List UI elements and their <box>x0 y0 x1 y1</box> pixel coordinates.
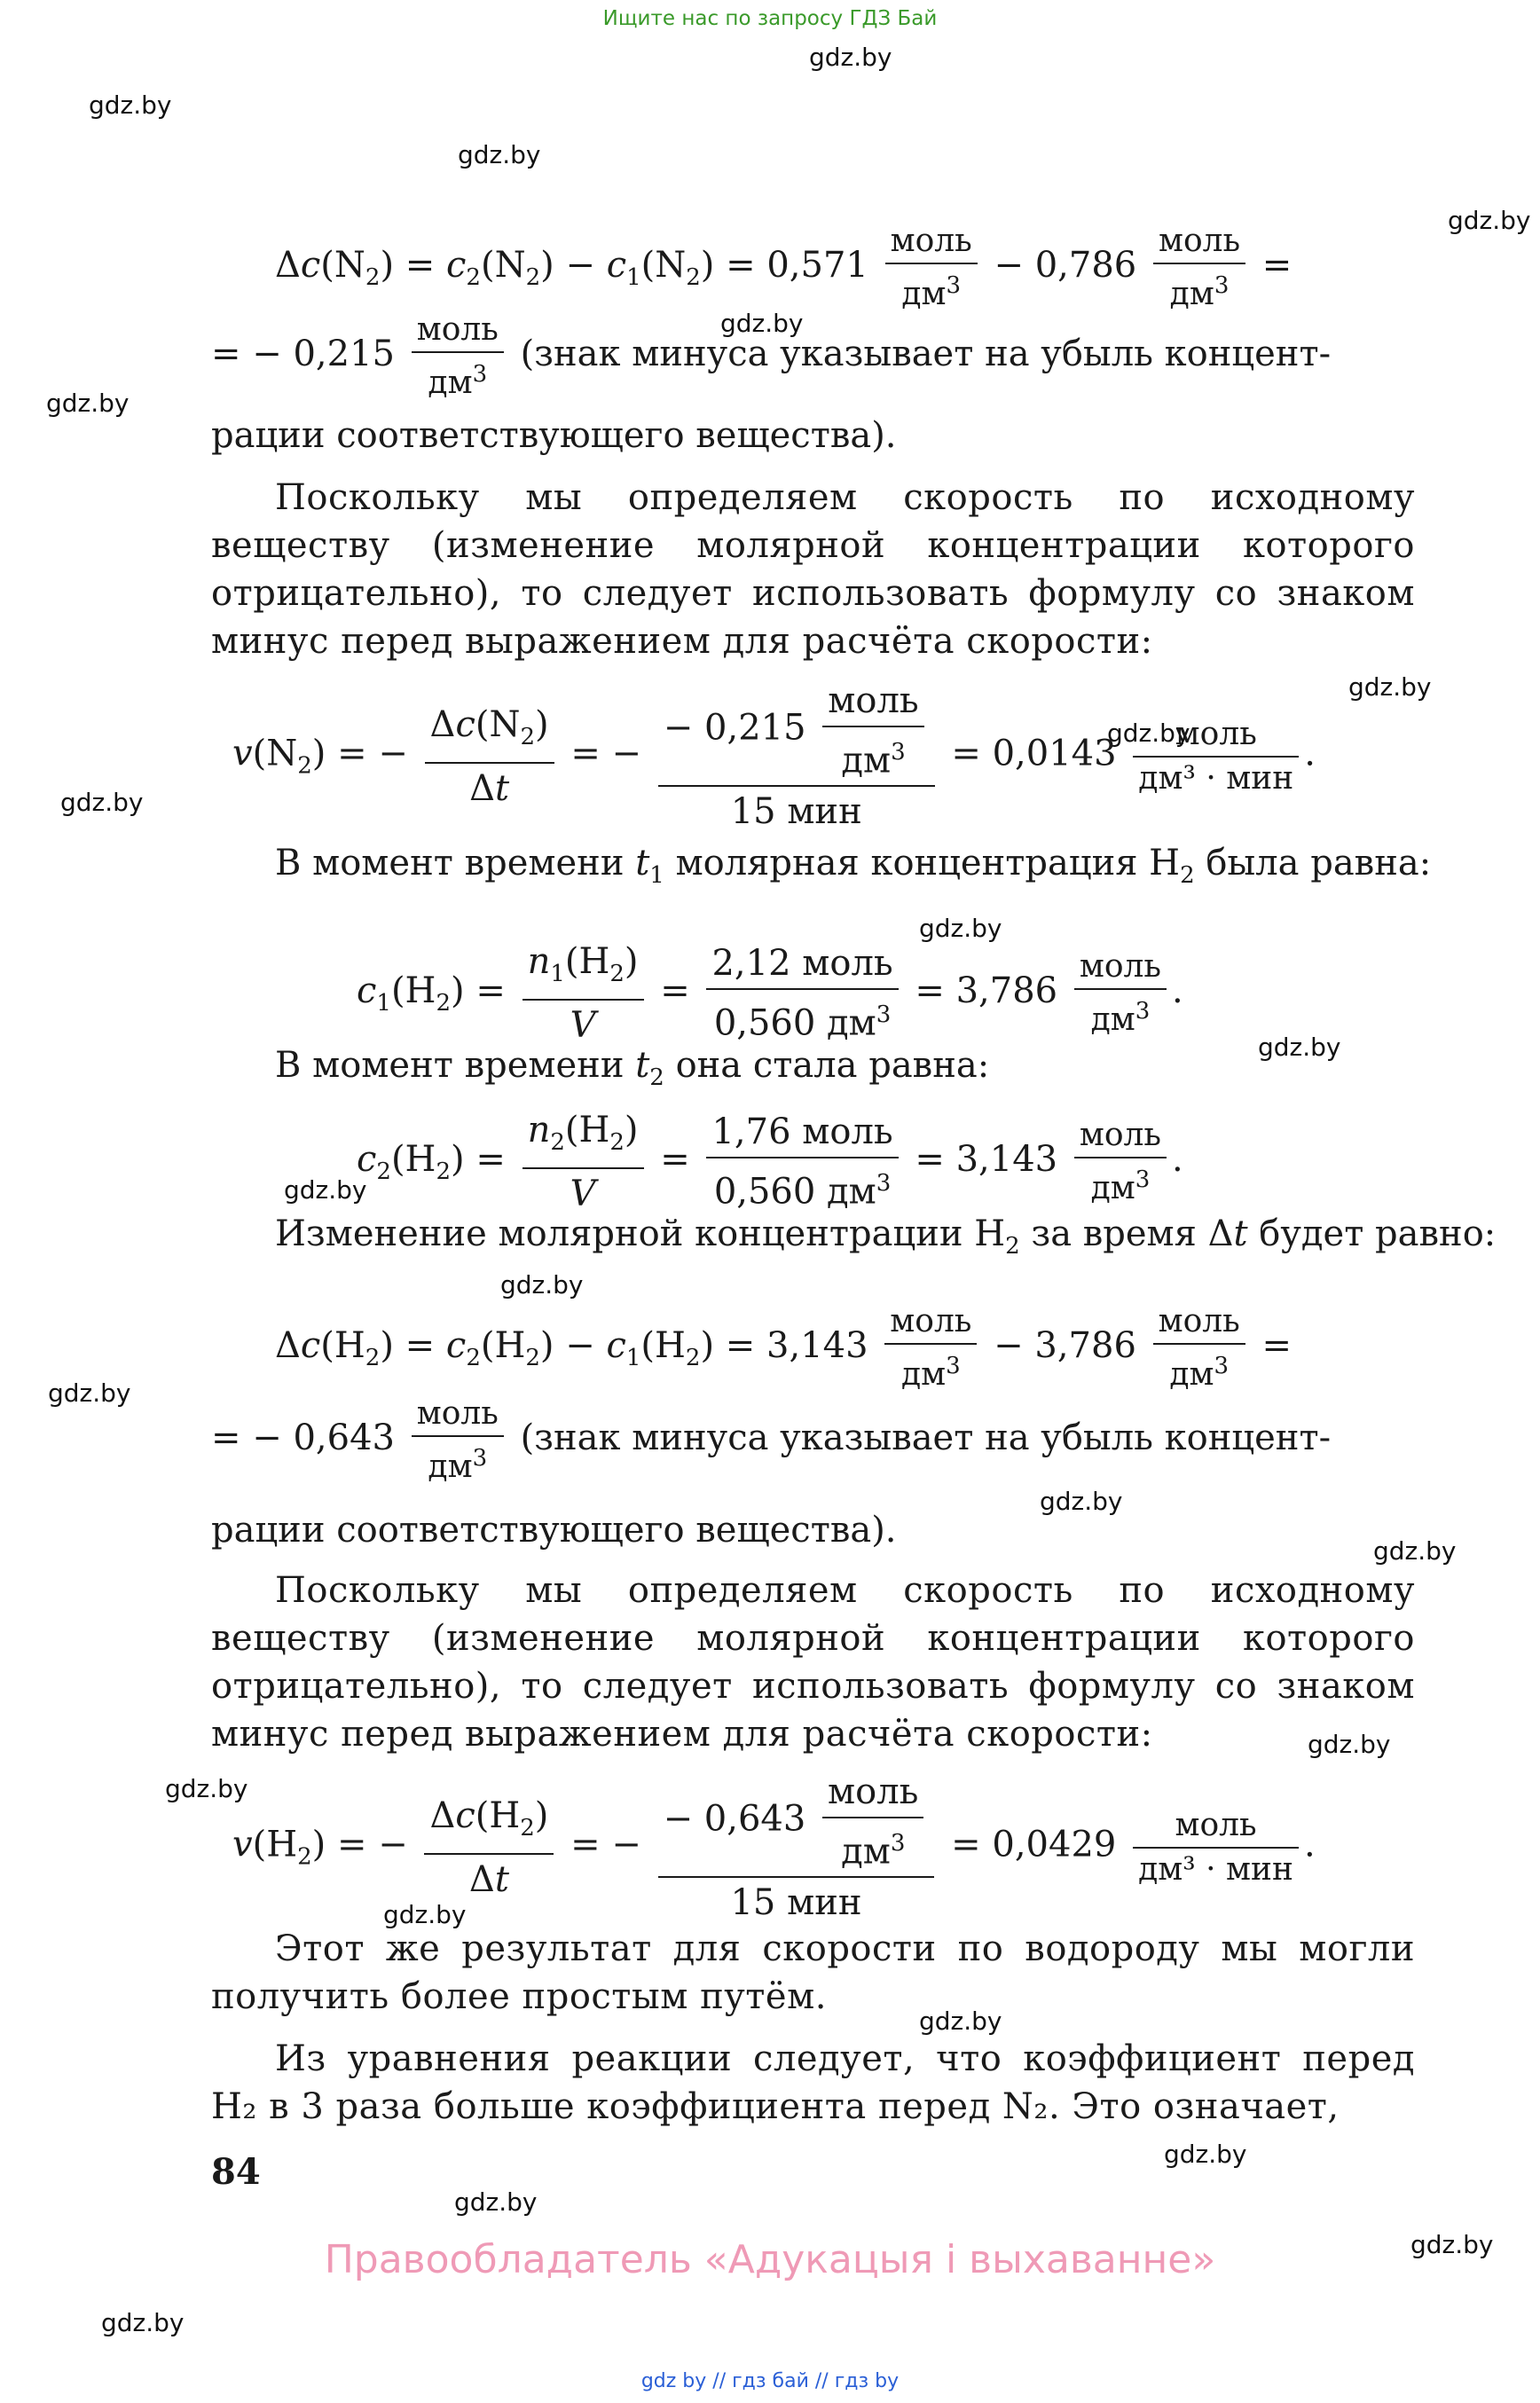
watermark: gdz.by <box>1258 1033 1341 1062</box>
watermark: gdz.by <box>284 1175 367 1205</box>
text-line: рации соответствующего вещества). <box>211 1510 897 1551</box>
watermark: gdz.by <box>46 389 130 418</box>
watermark: gdz.by <box>1308 1730 1391 1759</box>
watermark: gdz.by <box>720 309 804 338</box>
watermark: gdz.by <box>89 90 172 120</box>
paragraph: Поскольку мы определяем скорость по исходному веществу (изменение молярной концентрации которого отрицательно), то следует использовать формулу со знаком минус перед выражением для расчёта скорости: <box>211 477 1415 662</box>
watermark: gdz.by <box>919 914 1002 943</box>
watermark: gdz.by <box>458 140 541 169</box>
equation-delta-c-n2: $\Delta c(N_2) = c_2(N_2) - c_1(N_2) = 0,571$ $\frac{\text{моль}}{дм^3}$ − 0,786 $\frac{\text{моль}}{дм^3}$ = <box>275 223 1292 312</box>
watermark: gdz.by <box>48 1378 131 1408</box>
watermark: gdz.by <box>500 1270 584 1300</box>
watermark: gdz.by <box>1348 672 1432 702</box>
watermark: gdz.by <box>919 2006 1002 2036</box>
page-number: 84 <box>211 2151 261 2193</box>
equation-delta-c-h2: $\Delta c(H_2) = c_2(H_2) - c_1(H_2) = 3,143$ $\frac{\text{моль}}{дм^3}$ − 3,786 $\frac{\text{моль}}{дм^3}$ = <box>275 1303 1292 1393</box>
watermark: gdz.by <box>60 788 144 817</box>
copyright-notice: Правообладатель «Адукацыя і выхаванне» <box>324 2237 1216 2282</box>
watermark: gdz.by <box>454 2187 538 2217</box>
equation-rate-h2: $v(H_2)$ = − $\frac{\Delta c(H_2)}{\Delta t}$ = − − 0,643 $\frac{\text{моль}}{дм^3}$ 15 мин = 0,0429 $\frac{\text{моль}}{\text{дм³ · мин}}$ . <box>232 1771 1316 1924</box>
paragraph: Этот же результат для скорости по водороду мы могли получить более простым путём. <box>211 1928 1415 2017</box>
text-line: рации соответствующего вещества). <box>211 415 897 456</box>
paragraph: Из уравнения реакции следует, что коэффициент перед H₂ в 3 раза больше коэффициента перед N₂. Это означает, <box>211 2038 1415 2127</box>
text-line: В момент времени $t_1$ молярная концентрация $H_2$ была равна: <box>275 843 1432 889</box>
watermark: gdz.by <box>1373 1536 1457 1566</box>
paragraph: Поскольку мы определяем скорость по исходному веществу (изменение молярной концентрации которого отрицательно), то следует использовать формулу со знаком минус перед выражением для расчёта скорости: <box>211 1570 1415 1755</box>
equation-delta-c-n2-result: = − 0,215 $\frac{\text{моль}}{дм^3}$ (знак минуса указывает на убыль концент- <box>211 311 1332 401</box>
top-banner[interactable]: Ищите нас по запросу ГДЗ Бай <box>602 7 938 30</box>
text-line: Изменение молярной концентрации $H_2$ за время Δt будет равно: <box>275 1213 1497 1260</box>
watermark: gdz.by <box>1107 719 1190 748</box>
equation-delta-c-h2-result: = − 0,643 $\frac{\text{моль}}{дм^3}$ (знак минуса указывает на убыль концент- <box>211 1395 1332 1485</box>
footer-links[interactable]: gdz by // гдз бай // гдз by <box>640 2370 900 2392</box>
equation-c1-h2: $c_1(H_2)$ = $\frac{n_1(H_2)}{V}$ = $\frac{\text{2,12 моль}}{0,560 дм^3}$ = 3,786 $\frac{\text{моль}}{дм^3}$ . <box>357 941 1183 1046</box>
watermark: gdz.by <box>1040 1487 1123 1516</box>
watermark: gdz.by <box>1164 2140 1247 2169</box>
equation-c2-h2: $c_2(H_2)$ = $\frac{n_2(H_2)}{V}$ = $\frac{\text{1,76 моль}}{0,560 дм^3}$ = 3,143 $\frac{\text{моль}}{дм^3}$ . <box>357 1110 1183 1214</box>
watermark: gdz.by <box>101 2308 185 2337</box>
equation-rate-n2: $v(N_2)$ = − $\frac{\Delta c(N_2)}{\Delta t}$ = − − 0,215 $\frac{\text{моль}}{дм^3}$ 15 мин = 0,0143 $\frac{\text{моль}}{\text{дм³ · мин}}$ . <box>232 680 1316 833</box>
text-line: В момент времени $t_2$ она стала равна: <box>275 1045 990 1091</box>
watermark: gdz.by <box>1410 2230 1494 2259</box>
watermark: gdz.by <box>809 43 892 72</box>
watermark: gdz.by <box>165 1774 248 1803</box>
watermark: gdz.by <box>1448 206 1531 235</box>
watermark: gdz.by <box>383 1900 467 1929</box>
